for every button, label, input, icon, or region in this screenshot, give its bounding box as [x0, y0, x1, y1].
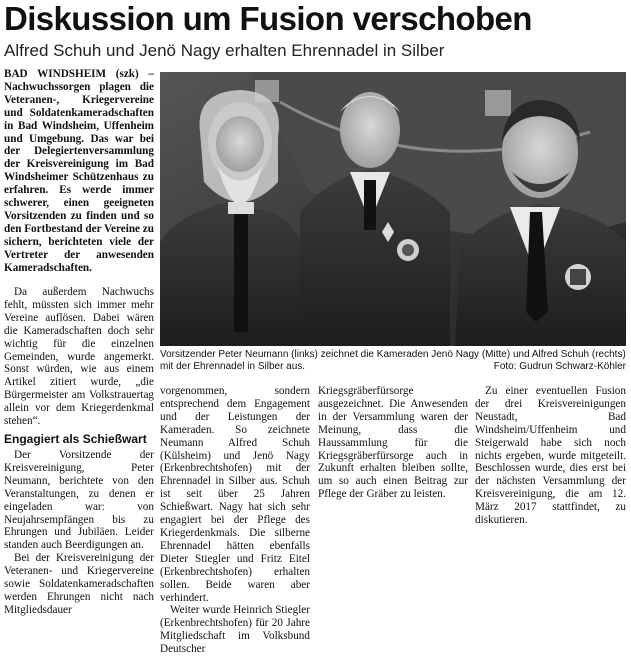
photo-credit: Foto: Gudrun Schwarz-Köhler: [493, 361, 626, 372]
body-paragraph: Bei der Kreisvereinigung der Veteranen- und Kriegervereine sowie Soldatenkameradschaften werden Ehrungen nicht nach Mitgliedsdauer: [4, 552, 154, 616]
text-column-1: [4, 286, 154, 617]
article-subheadline: Alfred Schuh und Jenö Nagy erhalten Ehrennadel in Silber: [4, 41, 445, 60]
article-photo: [160, 72, 626, 346]
body-paragraph: Da außerdem Nachwuchs fehlt, müssten sich immer mehr Vereine auflösen. Dabei wären die Kameradschaften doch sehr wichtig für die einzelnen Gemeinden, wurde angemerkt. Sonst würden, wie aus einem Artikel zitiert wurde, „die Bürgermeister am Volkstrauertag allein vor dem Kriegerdenkmal stehen“.: [4, 286, 154, 428]
body-paragraph: Kriegsgräberfürsorge ausgezeichnet. Die Anwesenden in der Versammlung waren der Meinung, dass die Haussammlung für die Kriegsgräberfürsorge auch in Zukunft erhalten bleiben sollte, um so auch einen Beitrag zur Pflege der Gräber zu leisten.: [318, 385, 468, 501]
text-column-1-lead: [4, 68, 154, 275]
article-headline: Diskussion um Fusion verschoben: [4, 0, 532, 37]
text-column-3: [318, 385, 468, 501]
body-paragraph: Weiter wurde Heinrich Stiegler (Erkenbrechtshofen) für 20 Jahre Mitgliedschaft im Volksbund Deutscher: [160, 604, 310, 656]
caption-text: Vorsitzender Peter Neumann (links) zeichnet die Kameraden Jenö Nagy (Mitte) und Alfred Schuh (rechts) mit der Ehrennadel in Silber aus.: [160, 349, 626, 372]
body-paragraph: Zu einer eventuellen Fusion der drei Kreisvereinigungen Neustadt, Bad Windsheim/Uffenheim und Steigerwald habe sich noch nichts ergeben, wurde mitgeteilt. Beschlossen wurde, dies erst bei der nächsten Versammlung der Kreisvereinigung, die am 12. März 2017 stattfindet, zu diskutieren.: [475, 385, 626, 527]
dateline: BAD WINDSHEIM (szk) –: [4, 68, 154, 80]
body-paragraph: vorgenommen, sondern entsprechend dem Engagement und der Leistungen der Kameraden. So zeichnete Neumann Alfred Schuh (Külsheim) und Jenö Nagy (Erkenbrechtshofen) mit der Ehrennadel in Silber aus. Schuh ist seit über 25 Jahren Schießwart. Nagy hat sich sehr engagiert bei der Pflege des Kriegerdenkmals. Die silberne Ehrennadel hätten ebenfalls Dieter Stiegler und Fritz Eitel (Erkenbrechtshofen) erhalten sollen. Beide waren aber verhindert.: [160, 385, 310, 604]
body-paragraph: Der Vorsitzende der Kreisvereinigung, Peter Neumann, berichtete von den Veranstaltungen, zu denen er eingeladen war: von Neujahrsempfängen bis zu Ehrungen und Jubiläen. Leider standen auch Beerdigungen an.: [4, 448, 154, 552]
text-column-4: [475, 385, 626, 527]
text-column-2: [160, 385, 310, 656]
lead-paragraph: Nachwuchssorgen plagen die Veteranen-, Kriegervereine und Soldatenkameradschaften in Bad Windsheim, Uffenheim und Umgebung. Das war bei der Delegiertenversammlung der Kreisvereinigung im Bad Windsheimer Schützenhaus zu erfahren. Es werde immer schwerer, einen geeigneten Vorsitzenden zu finden und so den Fortbestand der Vereine zu sichern, berichteten viele der Vertreter der anwesenden Kameradschaften.: [4, 80, 154, 274]
photo-caption: [160, 349, 626, 373]
section-subtitle: Engagiert als Schießwart: [4, 431, 147, 446]
